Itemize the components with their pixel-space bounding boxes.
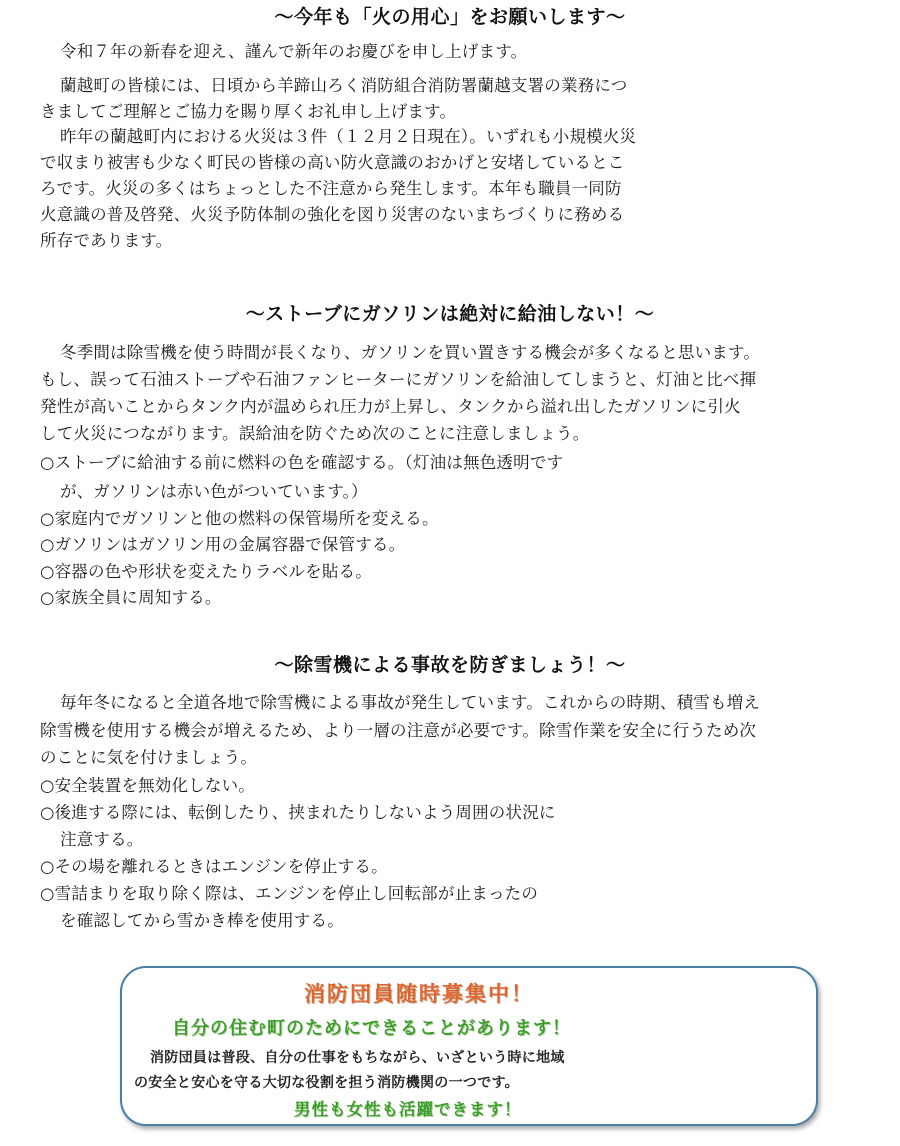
paragraph-line: 昨年の蘭越町内における火災は３件（１２月２日現在）。いずれも小規模火災 (60, 127, 637, 146)
list-item-continuation: 注意する。 (60, 830, 144, 849)
list-item: ○容器の色や形状を変えたりラベルを貼る。 (40, 562, 372, 581)
paragraph-line: のことに気を付けましょう。 (40, 748, 258, 767)
notice-closing: 男性も女性も活躍できます！ (294, 1100, 522, 1119)
notice-body-line: 消防団員は普段、自分の仕事をもちながら、いざという時に地域 (150, 1050, 565, 1066)
list-item: ○ストーブに給油する前に燃料の色を確認する。（灯油は無色透明です (40, 453, 564, 472)
list-item: ○安全装置を無効化しない。 (40, 776, 255, 795)
paragraph-line: で収まり被害も少なく町民の皆様の高い防火意識のおかげと安堵しているとこ (40, 153, 625, 172)
list-item-continuation: が、ガソリンは赤い色がついています。） (60, 482, 368, 501)
paragraph-line: 除雪機を使用する機会が増えるため、より一層の注意が必要です。除雪作業を安全に行うため次 (40, 721, 757, 740)
paragraph-line: 令和７年の新春を迎え、謹んで新年のお慶びを申し上げます。 (60, 42, 528, 61)
paragraph-line: 蘭越町の皆様には、日頃から羊蹄山ろく消防組合消防署蘭越支署の業務につ (60, 76, 628, 95)
list-item: ○家族全員に周知する。 (40, 588, 222, 607)
section-heading: 〜今年も「火の用心」をお願いします〜 (274, 6, 626, 28)
paragraph-line: もし、誤って石油ストーブや石油ファンヒーターにガソリンを給油してしまうと、灯油と比べ揮 (40, 370, 757, 389)
list-item-continuation: を確認してから雪かき棒を使用する。 (60, 911, 344, 930)
section-heading: 〜ストーブにガソリンは絶対に給油しない！〜 (245, 303, 655, 325)
list-item: ○ガソリンはガソリン用の金属容器で保管する。 (40, 535, 406, 554)
notice-subtitle: 自分の住む町のためにできることがあります！ (172, 1018, 571, 1039)
paragraph-line: 火意識の普及啓発、火災予防体制の強化を図り災害のないまちづくりに務める (40, 205, 625, 224)
paragraph-line: して火災につながります。誤給油を防ぐため次のことに注意しましょう。 (40, 424, 590, 443)
paragraph-line: 発性が高いことからタンク内が温められ圧力が上昇し、タンクから溢れ出したガソリンに引火 (40, 397, 741, 416)
paragraph-line: 毎年冬になると全道各地で除雪機による事故が発生しています。これからの時期、積雪も増え (60, 693, 761, 712)
section-heading: 〜除雪機による事故を防ぎましょう！〜 (274, 654, 626, 676)
paragraph-line: 冬季間は除雪機を使う時間が長くなり、ガソリンを買い置きする機会が多くなると思います。 (60, 343, 761, 362)
paragraph-line: 所存であります。 (40, 231, 173, 250)
list-item: ○雪詰まりを取り除く際は、エンジンを停止し回転部が止まったの (40, 884, 539, 903)
paragraph-line: ろです。火災の多くはちょっとした不注意から発生します。本年も職員一同防 (40, 179, 622, 198)
recruitment-notice-box (120, 966, 818, 1126)
notice-body-line: の安全と安心を守る大切な役割を担う消防機関の一つです。 (134, 1075, 519, 1091)
list-item: ○後進する際には、転倒したり、挟まれたりしないよう周囲の状況に (40, 803, 556, 822)
notice-title: 消防団員随時募集中！ (304, 982, 534, 1006)
list-item: ○家庭内でガソリンと他の燃料の保管場所を変える。 (40, 509, 439, 528)
list-item: ○その場を離れるときはエンジンを停止する。 (40, 857, 388, 876)
paragraph-line: きましてご理解とご協力を賜り厚くお礼申し上げます。 (40, 102, 457, 121)
